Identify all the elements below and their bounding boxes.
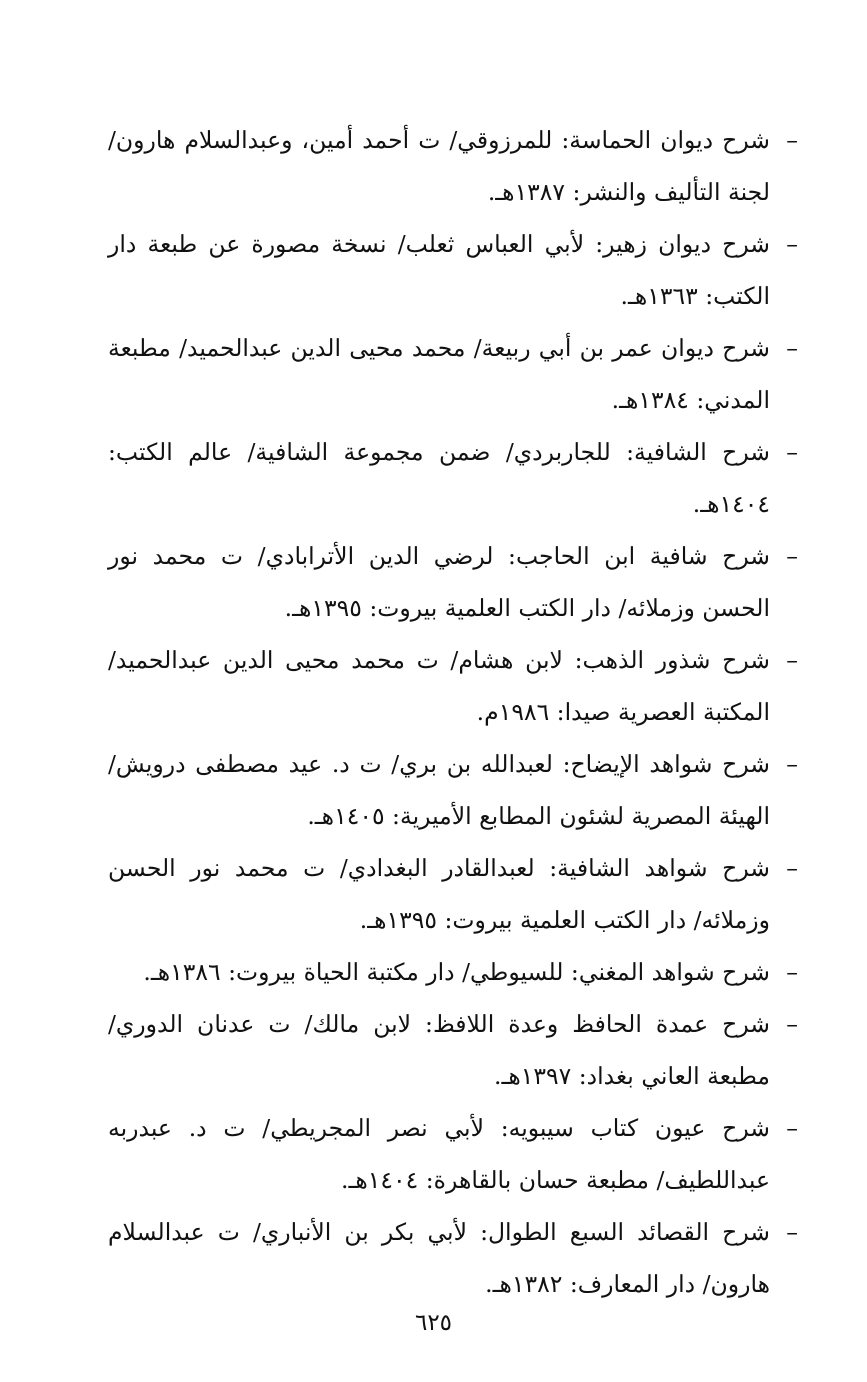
bibliography-list (108, 114, 798, 1310)
entry-text: شرح عمدة الحافظ وعدة اللافظ: لابن مالك/ ت عدنان الدوري/ مطبعة العاني بغداد: ١٣٩٧هـ. (108, 1010, 770, 1090)
entry-text: شرح شذور الذهب: لابن هشام/ ت محمد محيى الدين عبدالحميد/ المكتبة العصرية صيدا: ١٩٨٦م. (108, 646, 770, 726)
bibliography-entry (108, 998, 798, 1102)
bibliography-entry (108, 114, 798, 218)
bibliography-entry (108, 426, 798, 530)
page-number: ٦٢٥ (414, 1310, 453, 1336)
entry-dash: – (786, 958, 798, 986)
entry-dash: – (786, 1010, 798, 1038)
entry-dash: – (786, 542, 798, 570)
entry-dash: – (786, 750, 798, 778)
entry-dash: – (786, 126, 798, 154)
entry-dash: – (786, 646, 798, 674)
entry-dash: – (786, 854, 798, 882)
entry-dash: – (786, 1114, 798, 1142)
entry-text: شرح ديوان زهير: لأبي العباس ثعلب/ نسخة مصورة عن طبعة دار الكتب: ١٣٦٣هـ. (108, 230, 770, 310)
entry-dash: – (786, 230, 798, 258)
entry-dash: – (786, 438, 798, 466)
entry-text: شرح الشافية: للجاربردي/ ضمن مجموعة الشافية/ عالم الكتب: ١٤٠٤هـ. (108, 438, 770, 518)
entry-dash: – (786, 334, 798, 362)
entry-text: شرح القصائد السبع الطوال: لأبي بكر بن الأنباري/ ت عبدالسلام هارون/ دار المعارف: ١٣٨٢هـ. (108, 1218, 770, 1298)
bibliography-entry (108, 946, 798, 998)
entry-text: شرح شافية ابن الحاجب: لرضي الدين الأترابادي/ ت محمد نور الحسن وزملائه/ دار الكتب العلمية بيروت: ١٣٩٥هـ. (108, 542, 770, 622)
bibliography-entry (108, 842, 798, 946)
bibliography-entry (108, 1102, 798, 1206)
bibliography-entry (108, 634, 798, 738)
entry-text: شرح شواهد المغني: للسيوطي/ دار مكتبة الحياة بيروت: ١٣٨٦هـ. (143, 958, 770, 986)
entry-text: شرح عيون كتاب سيبويه: لأبي نصر المجريطي/ ت د. عبدربه عبداللطيف/ مطبعة حسان بالقاهرة: ١٤٠٤هـ. (108, 1114, 770, 1194)
entry-text: شرح ديوان عمر بن أبي ربيعة/ محمد محيى الدين عبدالحميد/ مطبعة المدني: ١٣٨٤هـ. (108, 334, 770, 414)
bibliography-entry (108, 322, 798, 426)
entry-dash: – (786, 1218, 798, 1246)
bibliography-entry (108, 1206, 798, 1310)
entry-text: شرح ديوان الحماسة: للمرزوقي/ ت أحمد أمين، وعبدالسلام هارون/ لجنة التأليف والنشر: ١٣٨٧هـ. (108, 126, 770, 206)
bibliography-entry (108, 530, 798, 634)
entry-text: شرح شواهد الشافية: لعبدالقادر البغدادي/ ت محمد نور الحسن وزملائه/ دار الكتب العلمية بيروت: ١٣٩٥هـ. (108, 854, 770, 934)
entry-text: شرح شواهد الإيضاح: لعبدالله بن بري/ ت د. عيد مصطفى درويش/ الهيئة المصرية لشئون المطابع الأميرية: ١٤٠٥هـ. (108, 750, 770, 830)
bibliography-entry (108, 218, 798, 322)
bibliography-entry (108, 738, 798, 842)
